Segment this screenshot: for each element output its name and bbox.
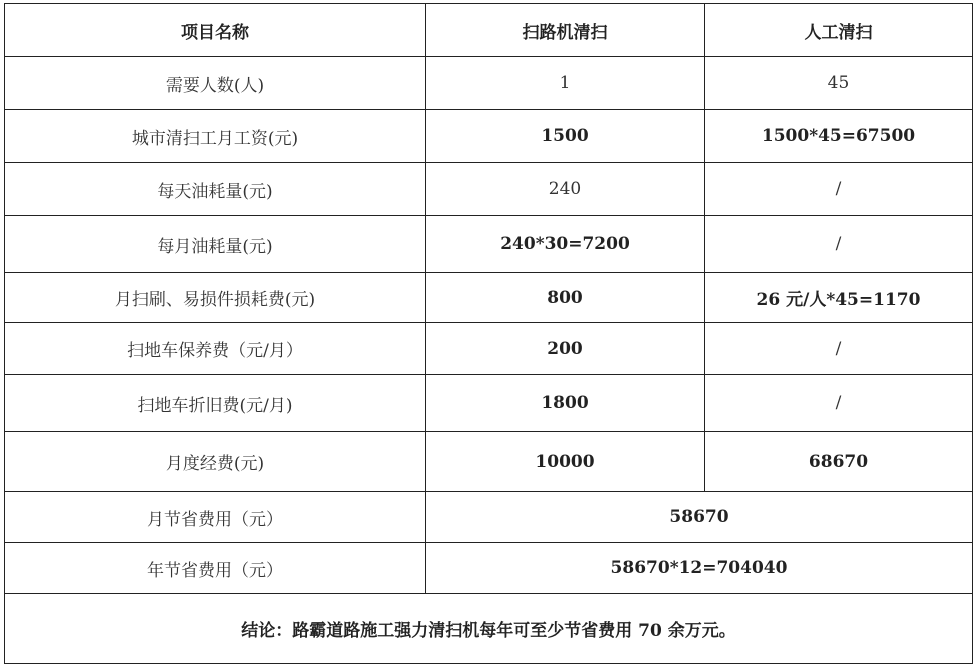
table-row <box>5 432 973 492</box>
row-label: 需要人数(人) <box>5 57 426 110</box>
savings-label: 月节省费用（元） <box>5 492 426 543</box>
machine-value: 10000 <box>426 432 705 492</box>
row-label: 扫地车保养费（元/月） <box>5 323 426 375</box>
table-row <box>5 323 973 375</box>
header-manual-cleaning: 人工清扫 <box>705 4 973 57</box>
table-row <box>5 57 973 110</box>
header-machine-cleaning: 扫路机清扫 <box>426 4 705 57</box>
conclusion-row <box>5 594 973 664</box>
table-row <box>5 110 973 163</box>
monthly-savings-value: 58670 <box>426 492 973 543</box>
table-header-row <box>5 4 973 57</box>
machine-value: 800 <box>426 273 705 323</box>
table-row <box>5 273 973 323</box>
conclusion-text: 结论：路霸道路施工强力清扫机每年可至少节省费用 70 余万元。 <box>5 594 973 664</box>
manual-value: 45 <box>705 57 973 110</box>
row-label: 城市清扫工月工资(元) <box>5 110 426 163</box>
row-label: 月扫刷、易损件损耗费(元) <box>5 273 426 323</box>
row-label: 月度经费(元) <box>5 432 426 492</box>
manual-value: 68670 <box>705 432 973 492</box>
annual-savings-value: 58670*12=704040 <box>426 543 973 594</box>
row-label: 每天油耗量(元) <box>5 163 426 216</box>
manual-value: 1500*45=67500 <box>705 110 973 163</box>
manual-value: / <box>705 216 973 273</box>
row-label: 每月油耗量(元) <box>5 216 426 273</box>
savings-row <box>5 543 973 594</box>
machine-value: 1800 <box>426 375 705 432</box>
savings-row <box>5 492 973 543</box>
machine-value: 200 <box>426 323 705 375</box>
header-item-name: 项目名称 <box>5 4 426 57</box>
machine-value: 1500 <box>426 110 705 163</box>
manual-value: / <box>705 375 973 432</box>
table-row <box>5 216 973 273</box>
cost-comparison-table <box>4 3 973 664</box>
manual-value: / <box>705 163 973 216</box>
savings-label: 年节省费用（元） <box>5 543 426 594</box>
table-row <box>5 375 973 432</box>
machine-value: 240*30=7200 <box>426 216 705 273</box>
manual-value: / <box>705 323 973 375</box>
table-row <box>5 163 973 216</box>
machine-value: 1 <box>426 57 705 110</box>
machine-value: 240 <box>426 163 705 216</box>
manual-value: 26 元/人*45=1170 <box>705 273 973 323</box>
row-label: 扫地车折旧费(元/月) <box>5 375 426 432</box>
